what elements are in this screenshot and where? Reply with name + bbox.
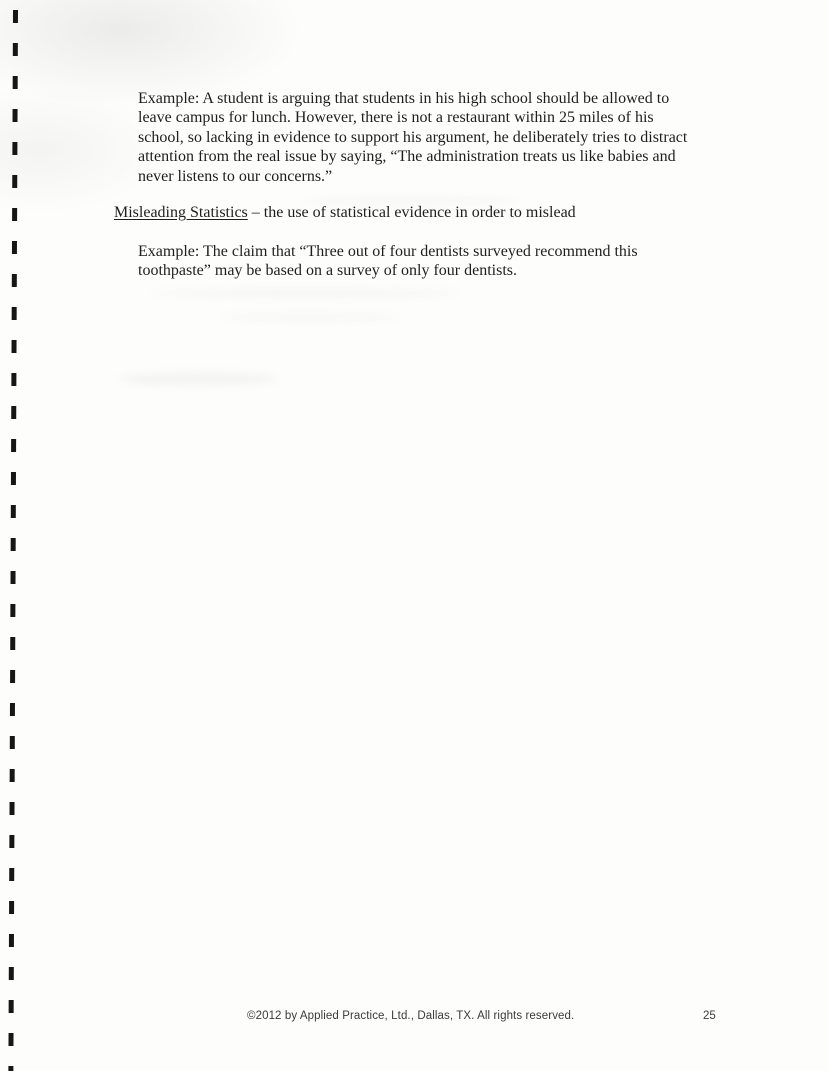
binding-dashed-edge (8, 10, 18, 1071)
paragraph-line: Example: The claim that “Three out of four dentists surveyed recommend this (138, 243, 638, 260)
paragraph-line: toothpaste” may be based on a survey of only four dentists. (138, 262, 518, 280)
scan-smudge (118, 372, 278, 386)
example-paragraph-misleading-statistics (138, 242, 638, 281)
paragraph-line: Example: A student is arguing that students in his high school should be allowed to (138, 90, 670, 107)
scan-smudge (220, 312, 400, 322)
paragraph-line: school, so lacking in evidence to support his argument, he deliberately tries to distract (138, 128, 688, 146)
footer-copyright-text: ©2012 by Applied Practice, Ltd., Dallas, TX. All rights reserved. (247, 1010, 575, 1022)
scan-smudge (150, 288, 460, 298)
term-definition-text: – the use of statistical evidence in order to mislead (247, 204, 576, 221)
paragraph-line: leave campus for lunch. However, there is not a restaurant within 25 miles of his (138, 109, 654, 127)
footer-page-number: 25 (703, 1010, 716, 1022)
example-paragraph-red-herring (138, 89, 687, 186)
term-definition-line (114, 203, 576, 222)
paragraph-line: never listens to our concerns.” (138, 167, 333, 185)
term-misleading-statistics: Misleading Statistics (114, 204, 248, 221)
paragraph-line: attention from the real issue by saying, “The administration treats us like babies and (138, 148, 676, 166)
